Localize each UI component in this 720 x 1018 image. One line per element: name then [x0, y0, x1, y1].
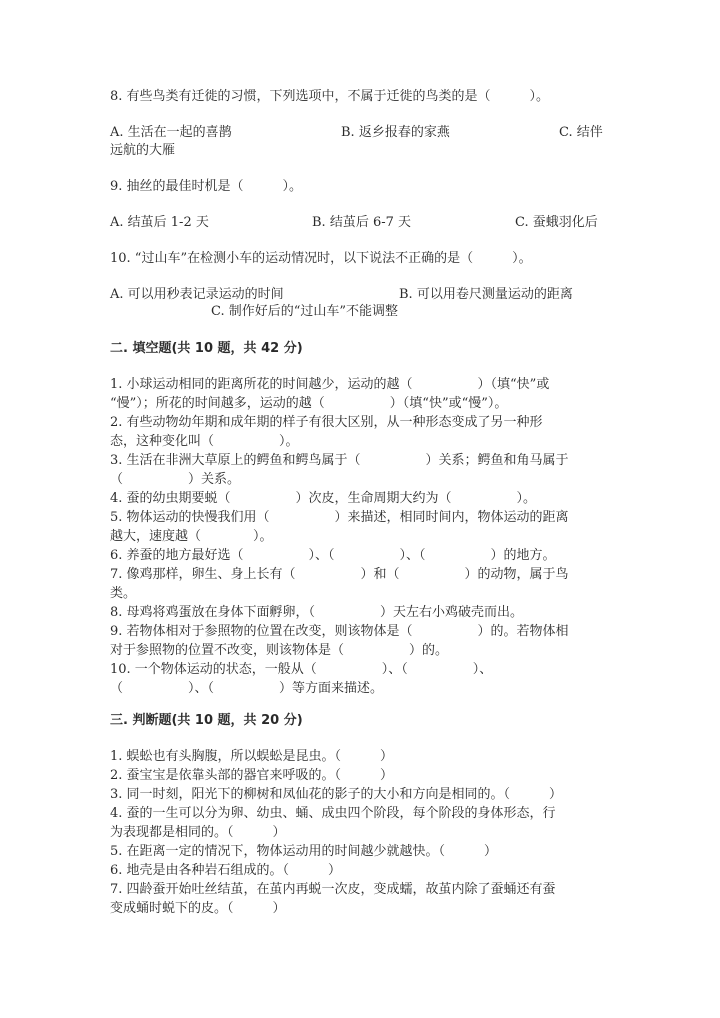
fill-line: 态，这种变化叫（ ）。	[110, 434, 299, 449]
question-10-option-b: B. 可以用卷尺测量运动的距离	[399, 287, 573, 302]
fill-line: 2. 有些动物幼年期和成年期的样子有很大区别，从一种形态变成了另一种形	[110, 415, 543, 430]
question-9-option-a: A. 结茧后 1-2 天	[110, 215, 209, 230]
question-10-option-a: A. 可以用秒表记录运动的时间	[110, 287, 284, 302]
fill-line: 1. 小球运动相同的距离所花的时间越少，运动的越（ ）（填“快”或	[110, 377, 550, 392]
question-8-option-b: B. 返乡报春的家燕	[341, 125, 450, 140]
fill-line: 5. 物体运动的快慢我们用（ ）来描述，相同时间内，物体运动的距离	[110, 510, 569, 525]
question-9-option-c: C. 蚕蛾羽化后	[515, 215, 598, 230]
fill-line: 6. 养蚕的地方最好选（ ）、（ ）、（ ）的地方。	[110, 548, 556, 563]
judge-line: 1. 蜈蚣也有头胸腹，所以蜈蚣是昆虫。（ ）	[110, 749, 394, 764]
judge-line: 2. 蚕宝宝是依靠头部的器官来呼吸的。（ ）	[110, 768, 394, 783]
fill-section-title: 二. 填空题(共 10 题，共 42 分)	[110, 341, 303, 356]
judge-line: 6. 地壳是由各种岩石组成的。（ ）	[110, 863, 342, 878]
fill-line: 10. 一个物体运动的状态，一般从（ ）、（ ）、	[110, 662, 493, 677]
judge-line: 变成蛹时蜕下的皮。（ ）	[110, 901, 286, 916]
fill-line: （ ）关系。	[110, 472, 241, 487]
fill-line: （ ）、（ ）等方面来描述。	[110, 681, 384, 696]
judge-line: 为表现都是相同的。（ ）	[110, 825, 286, 840]
fill-line: “慢”）；所花的时间越多，运动的越（ ）（填“快”或“慢”）。	[110, 396, 508, 411]
fill-line: 9. 若物体相对于参照物的位置在改变，则该物体是（ ）的。若物体相	[110, 624, 569, 639]
question-8-option-c: C. 结伴	[559, 125, 603, 140]
fill-line: 4. 蚕的幼虫期要蜕（ ）次皮，生命周期大约为（ ）。	[110, 491, 537, 506]
fill-line: 7. 像鸡那样，卵生、身上长有（ ）和（ ）的动物，属于鸟	[110, 567, 569, 582]
judge-line: 7. 四龄蚕开始吐丝结茧，在茧内再蜕一次皮，变成蠕，故茧内除了蚕蛹还有蚕	[110, 882, 556, 897]
judge-line: 5. 在距离一定的情况下，物体运动用的时间越少就越快。（ ）	[110, 844, 498, 859]
judge-line: 4. 蚕的一生可以分为卵、幼虫、蛹、成虫四个阶段，每个阶段的身体形态，行	[110, 806, 556, 821]
question-9-option-b: B. 结茧后 6-7 天	[312, 215, 412, 230]
question-10-option-c: C. 制作好后的“过山车”不能调整	[211, 304, 399, 319]
question-8-option-a: A. 生活在一起的喜鹊	[110, 125, 232, 140]
judge-section-title: 三. 判断题(共 10 题，共 20 分)	[110, 713, 303, 728]
fill-line: 8. 母鸡将鸡蛋放在身体下面孵卵，（ ）天左右小鸡破壳而出。	[110, 605, 524, 620]
fill-line: 3. 生活在非洲大草原上的鳄鱼和鳄鸟属于（ ）关系；鳄鱼和角马属于	[110, 453, 569, 468]
fill-line: 越大，速度越（ ）。	[110, 529, 273, 544]
fill-line: 类。	[110, 586, 137, 601]
question-10-stem: 10. “过山车”在检测小车的运动情况时，以下说法不正确的是（ ）。	[110, 251, 532, 266]
question-8-stem: 8. 有些鸟类有迁徙的习惯，下列选项中，不属于迁徙的鸟类的是（ ）。	[110, 89, 550, 104]
fill-line: 对于参照物的位置不改变，则该物体是（ ）的。	[110, 643, 449, 658]
judge-line: 3. 同一时刻，阳光下的柳树和凤仙花的影子的大小和方向是相同的。（ ）	[110, 787, 563, 802]
question-9-stem: 9. 抽丝的最佳时机是（ ）。	[110, 179, 303, 194]
question-8-option-c-cont: 远航的大雁	[110, 143, 176, 158]
